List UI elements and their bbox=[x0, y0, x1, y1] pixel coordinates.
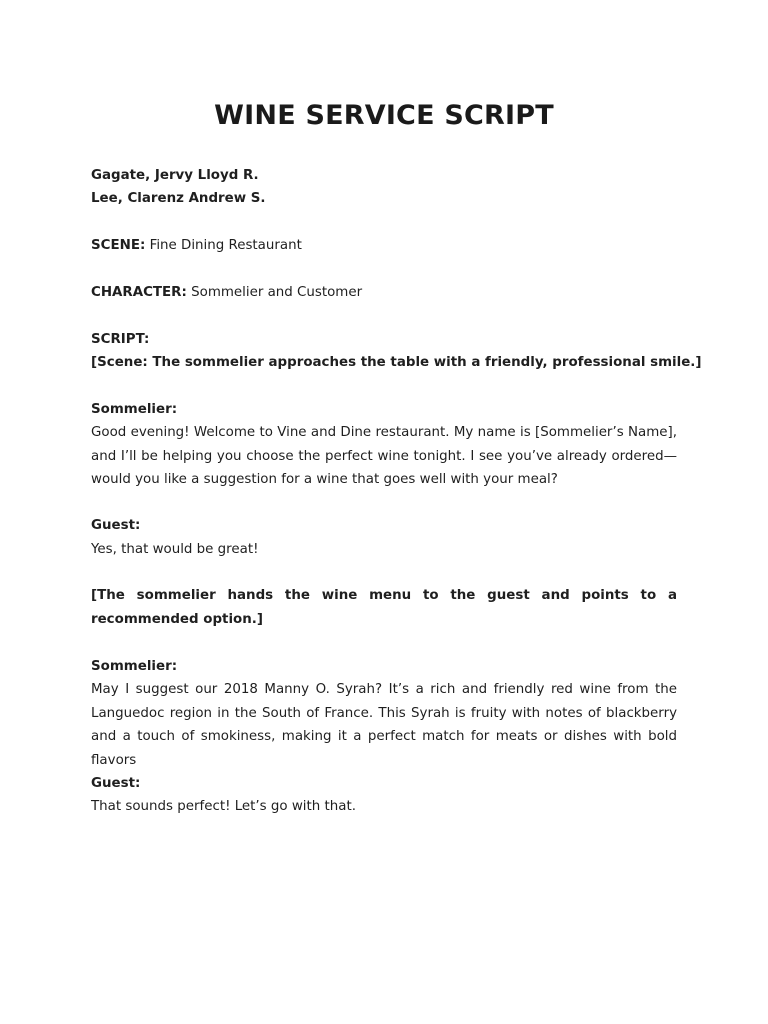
speaker-sommelier-2: Sommelier: bbox=[91, 659, 178, 674]
scene-line bbox=[91, 234, 677, 258]
character-value: Sommelier and Customer bbox=[191, 285, 363, 300]
speaker-sommelier-1: Sommelier: bbox=[91, 402, 178, 417]
script-label: SCRIPT: bbox=[91, 332, 150, 347]
dialogue-guest-1: Yes, that would be great! bbox=[91, 542, 259, 557]
author-1: Gagate, Jervy Lloyd R. bbox=[91, 168, 259, 183]
scene-label: SCENE: bbox=[91, 238, 146, 253]
stage-direction-2: [The sommelier hands the wine menu to the guest and points to a recommended option.] bbox=[91, 588, 677, 627]
dialogue-sommelier-2: May I suggest our 2018 Manny O. Syrah? It’s a rich and friendly red wine from the Languedoc region in the South of France. This Syrah is fruity with notes of blackberry and a touch of smokiness, making it a perfect match for meats or dishes with bold flavors bbox=[91, 682, 677, 768]
author-2: Lee, Clarenz Andrew S. bbox=[91, 191, 266, 206]
character-label: CHARACTER: bbox=[91, 285, 187, 300]
stage-direction-1: [Scene: The sommelier approaches the table with a friendly, professional smile.] bbox=[91, 355, 702, 370]
speaker-guest-1: Guest: bbox=[91, 518, 141, 533]
dialogue-sommelier-1: Good evening! Welcome to Vine and Dine restaurant. My name is [Sommelier’s Name], and I’ll be helping you choose the perfect wine tonight. I see you’ve already ordered—would you like a suggestion for a wine that goes well with your meal? bbox=[91, 425, 677, 487]
scene-value: Fine Dining Restaurant bbox=[149, 238, 302, 253]
speaker-guest-2: Guest: bbox=[91, 776, 141, 791]
document-title: WINE SERVICE SCRIPT bbox=[214, 100, 554, 131]
character-line bbox=[91, 281, 677, 305]
dialogue-guest-2: That sounds perfect! Let’s go with that. bbox=[91, 799, 356, 814]
